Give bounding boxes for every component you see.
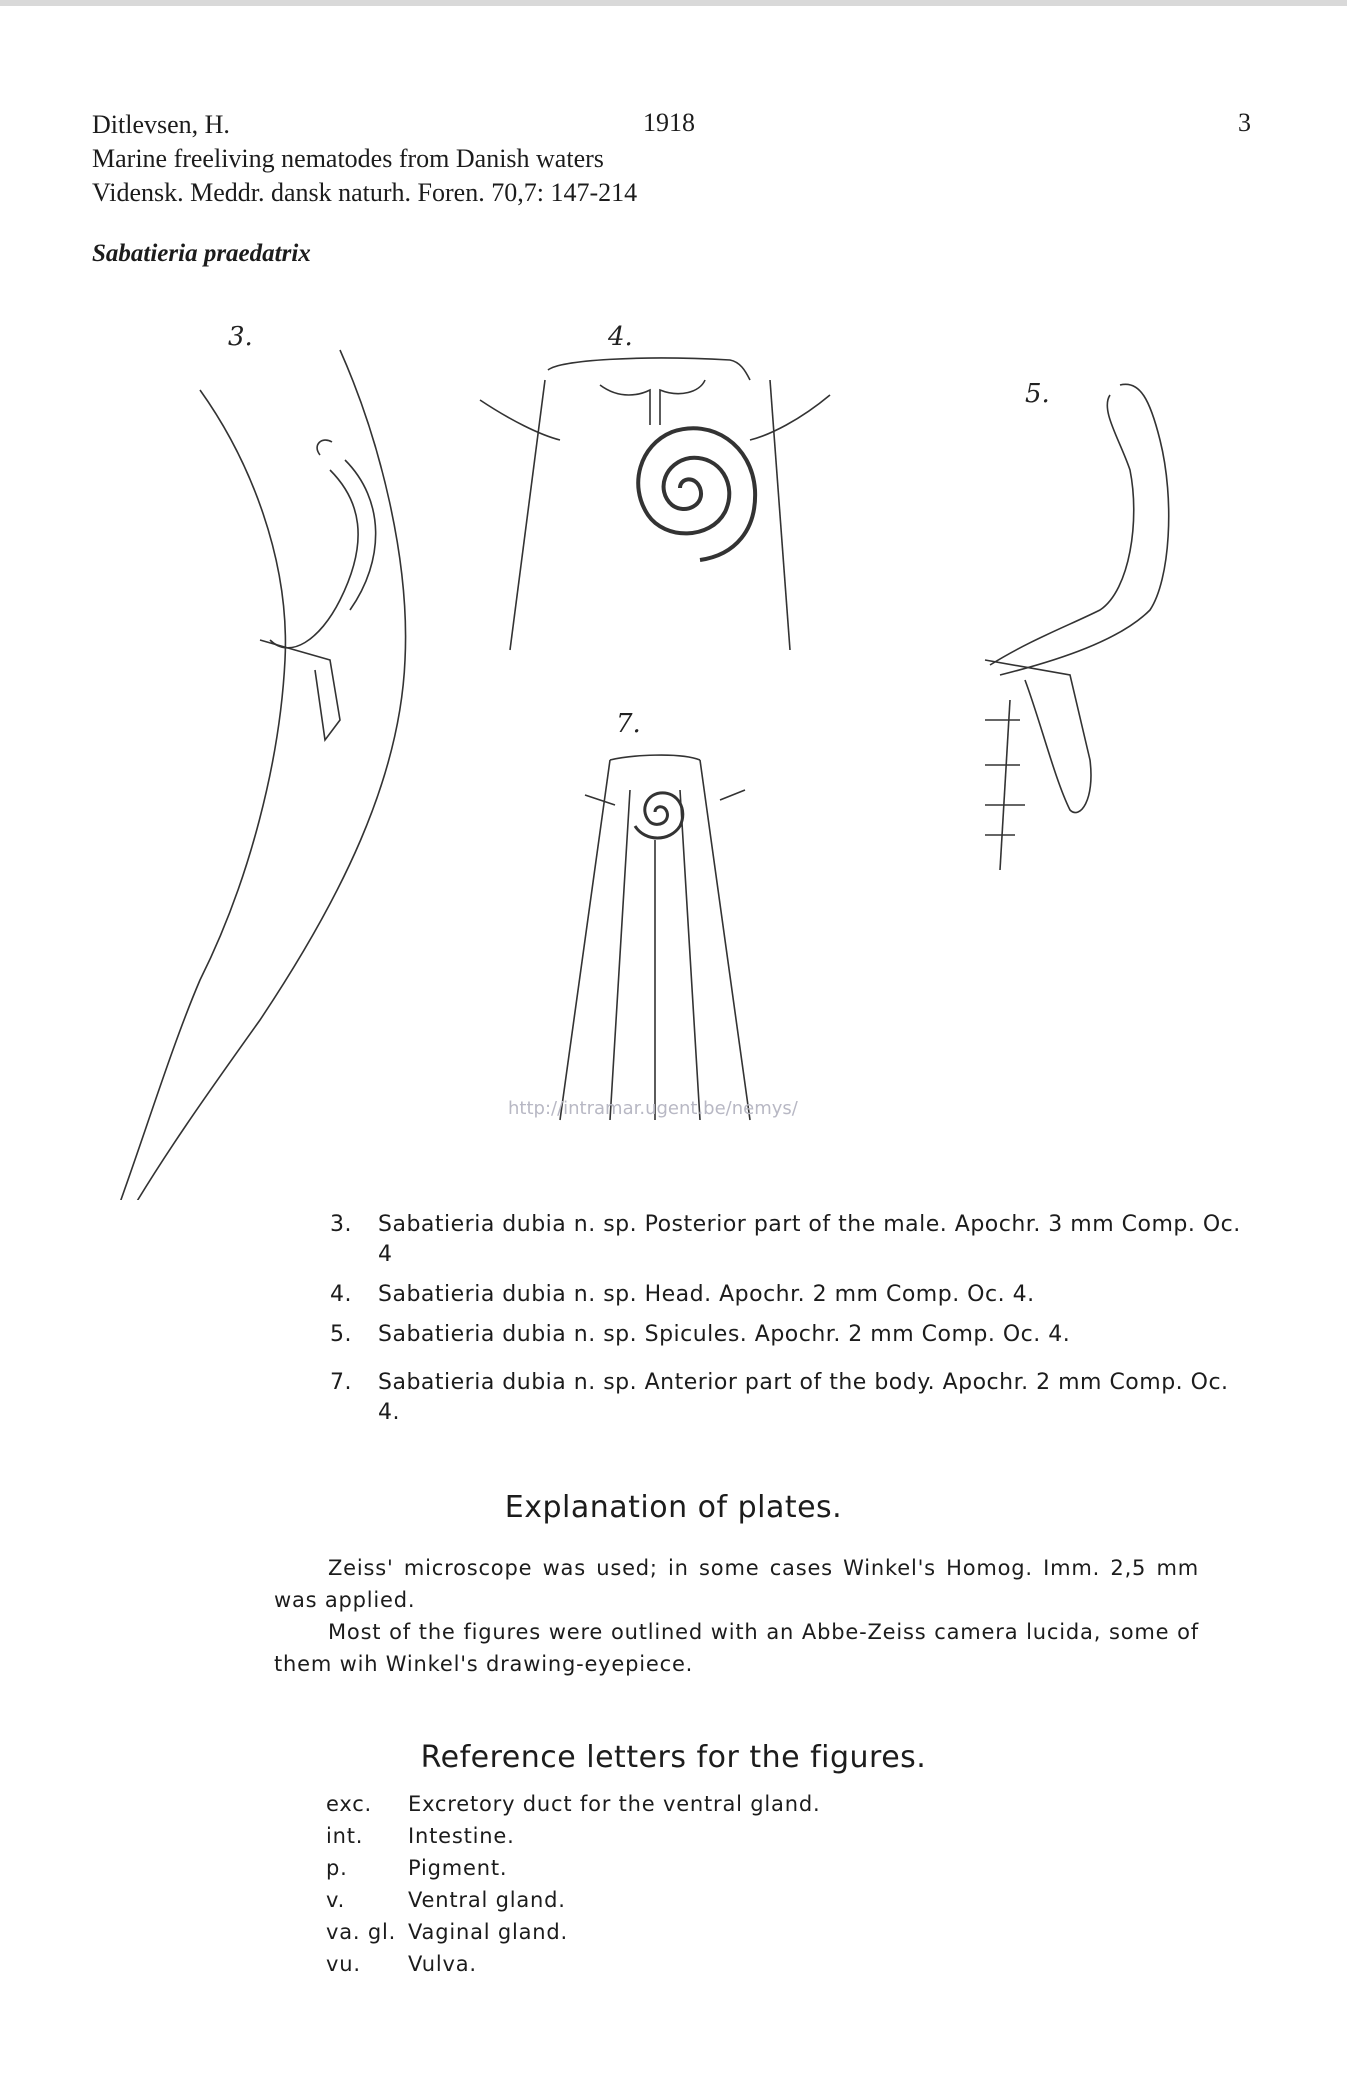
list-item: [326, 1820, 820, 1852]
caption-row: [330, 1210, 1245, 1270]
reference-value: Ventral gland.: [408, 1888, 566, 1912]
list-item: [326, 1788, 820, 1820]
article-title: Marine freeliving nematodes from Danish waters: [92, 144, 604, 173]
reference-value: Intestine.: [408, 1824, 515, 1848]
reference-value: Pigment.: [408, 1856, 508, 1880]
figure-label-4: 4.: [608, 322, 633, 352]
reference-value: Vaginal gland.: [408, 1920, 569, 1944]
reference-key: int.: [326, 1824, 364, 1848]
list-item: [326, 1884, 820, 1916]
figure-3-drawing: [110, 350, 406, 1200]
list-item: [326, 1852, 820, 1884]
caption-text: Sabatieria dubia n. sp. Spicules. Apochr. 2 mm Comp. Oc. 4.: [378, 1322, 1071, 1347]
watermark: http://intramar.ugent.be/nemys/: [508, 1098, 798, 1119]
caption-row: [330, 1280, 1245, 1310]
reference-key: v.: [326, 1888, 346, 1912]
caption-text: Sabatieria dubia n. sp. Anterior part of the body. Apochr. 2 mm Comp. Oc. 4.: [378, 1370, 1229, 1425]
figure-label-5: 5.: [1025, 379, 1050, 409]
caption-number: 7.: [330, 1370, 352, 1395]
year: 1918: [643, 108, 695, 137]
caption-number: 5.: [330, 1322, 352, 1347]
figure-5-drawing: [985, 384, 1169, 870]
caption-number: 4.: [330, 1282, 352, 1307]
journal-citation: Vidensk. Meddr. dansk naturh. Foren. 70,7: 147-214: [92, 178, 638, 207]
caption-number: 3.: [330, 1212, 352, 1237]
caption-row: [330, 1368, 1245, 1428]
figure-7-drawing: [560, 755, 750, 1120]
explanation-body: [274, 1552, 1199, 1680]
figure-4-drawing: [480, 358, 830, 650]
reference-key: va. gl.: [326, 1920, 397, 1944]
caption-text: Sabatieria dubia n. sp. Posterior part of the male. Apochr. 3 mm Comp. Oc. 4: [378, 1212, 1241, 1267]
reference-value: Excretory duct for the ventral gland.: [408, 1792, 821, 1816]
figure-label-7: 7.: [616, 709, 641, 739]
list-item: [326, 1948, 820, 1980]
explanation-paragraph: Most of the figures were outlined with an Abbe-Zeiss camera lucida, some of them wih Winkel's drawing-eyepiece.: [274, 1620, 1199, 1676]
author: Ditlevsen, H.: [92, 110, 230, 139]
reference-key: exc.: [326, 1792, 373, 1816]
figure-label-3: 3.: [228, 322, 253, 352]
reference-list: [326, 1788, 820, 1980]
reference-key: vu.: [326, 1952, 361, 1976]
top-rule: [0, 0, 1347, 6]
caption-text: Sabatieria dubia n. sp. Head. Apochr. 2 mm Comp. Oc. 4.: [378, 1282, 1035, 1307]
caption-row: [330, 1320, 1245, 1350]
page-number: 3: [1238, 108, 1251, 137]
explanation-title: Explanation of plates.: [504, 1490, 843, 1525]
figure-plate: [0, 300, 1347, 1200]
list-item: [326, 1916, 820, 1948]
explanation-paragraph: Zeiss' microscope was used; in some cases Winkel's Homog. Imm. 2,5 mm was applied.: [274, 1556, 1199, 1612]
species-name: Sabatieria praedatrix: [92, 240, 311, 267]
reference-value: Vulva.: [408, 1952, 477, 1976]
figure-captions: [330, 1210, 1245, 1438]
reference-key: p.: [326, 1856, 348, 1880]
reference-title: Reference letters for the figures.: [420, 1740, 927, 1775]
